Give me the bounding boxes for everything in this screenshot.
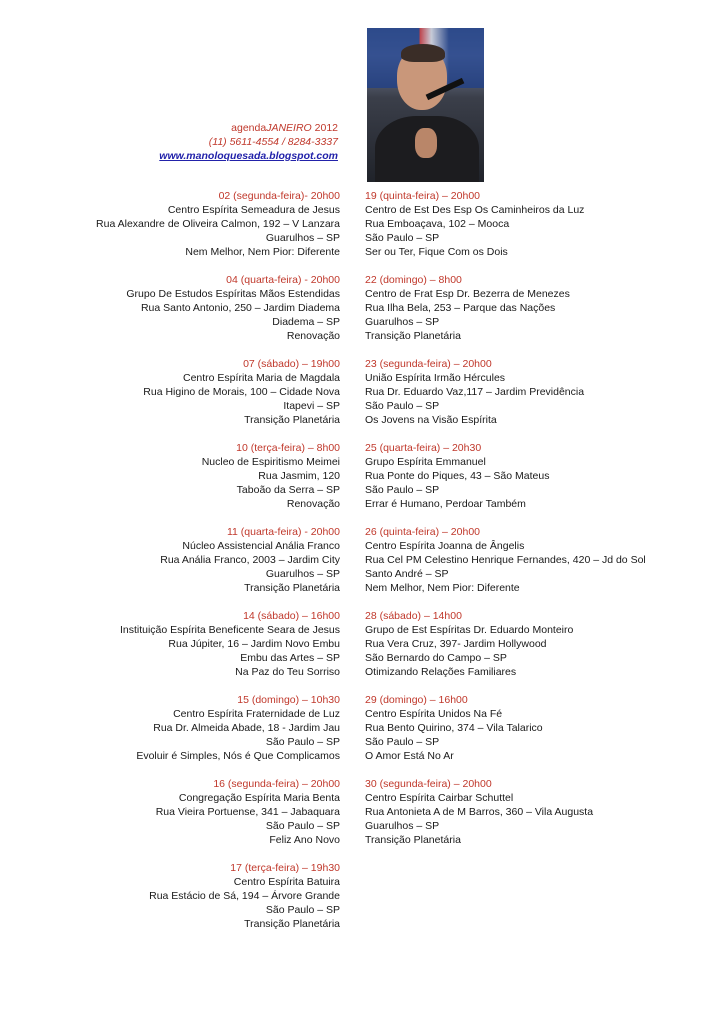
event-theme: Transição Planetária [365, 834, 461, 846]
event-entry [60, 273, 340, 357]
event-place: Centro Espírita Joanna de Ângelis [365, 540, 525, 552]
event-city: São Paulo – SP [265, 736, 340, 748]
event-date: 29 (domingo) – 16h00 [365, 694, 468, 706]
event-address: Rua Dr. Eduardo Vaz,117 – Jardim Previdência [365, 386, 585, 398]
event-entry [365, 357, 695, 441]
event-theme: Transição Planetária [244, 918, 340, 930]
event-theme: Os Jovens na Visão Espírita [365, 414, 497, 426]
event-address: Rua Jasmim, 120 [258, 470, 340, 482]
event-city: Guarulhos – SP [265, 232, 340, 244]
event-theme: Otimizando Relações Familiares [365, 666, 517, 678]
event-theme: Na Paz do Teu Sorriso [235, 666, 340, 678]
event-date: 17 (terça-feira) – 19h30 [230, 862, 340, 874]
event-city: São Paulo – SP [265, 904, 340, 916]
event-address: Rua Vera Cruz, 397- Jardim Hollywood [365, 638, 547, 650]
event-address: Rua Antonieta A de M Barros, 360 – Vila Augusta [365, 806, 594, 818]
event-place: Centro de Frat Esp Dr. Bezerra de Menezes [365, 288, 570, 300]
event-theme: Renovação [286, 330, 340, 342]
event-city: São Paulo – SP [365, 736, 440, 748]
event-place: Grupo De Estudos Espíritas Mãos Estendidas [126, 288, 340, 300]
right-column-events [365, 189, 695, 861]
event-entry [365, 525, 695, 609]
event-city: Santo André – SP [365, 568, 449, 580]
event-entry [365, 777, 695, 861]
event-city: São Bernardo do Campo – SP [365, 652, 507, 664]
event-date: 11 (quarta-feira) - 20h00 [226, 526, 340, 538]
event-place: União Espírita Irmão Hércules [365, 372, 506, 384]
event-place: Nucleo de Espiritismo Meimei [201, 456, 340, 468]
event-entry [60, 189, 340, 273]
event-place: Centro Espírita Semeadura de Jesus [167, 204, 340, 216]
event-city: Guarulhos – SP [365, 316, 440, 328]
event-entry [60, 441, 340, 525]
event-city: Taboão da Serra – SP [236, 484, 340, 496]
event-theme: Errar é Humano, Perdoar Também [365, 498, 526, 510]
event-place: Centro Espírita Cairbar Schuttel [365, 792, 514, 804]
event-city: Diadema – SP [272, 316, 340, 328]
event-place: Centro Espírita Fraternidade de Luz [173, 708, 340, 720]
event-date: 25 (quarta-feira) – 20h30 [365, 442, 482, 454]
event-place: Grupo de Est Espíritas Dr. Eduardo Monteiro [365, 624, 574, 636]
event-city: Itapevi – SP [283, 400, 340, 412]
event-date: 19 (quinta-feira) – 20h00 [365, 190, 480, 202]
event-entry [365, 189, 695, 273]
event-city: São Paulo – SP [365, 232, 440, 244]
event-address: Rua Santo Antonio, 250 – Jardim Diadema [140, 302, 340, 314]
event-place: Núcleo Assistencial Anália Franco [182, 540, 340, 552]
event-date: 22 (domingo) – 8h00 [365, 274, 462, 286]
event-address: Rua Emboaçava, 102 – Mooca [365, 218, 510, 230]
event-date: 04 (quarta-feira) - 20h00 [226, 274, 340, 286]
event-date: 14 (sábado) – 16h00 [243, 610, 340, 622]
event-city: São Paulo – SP [365, 484, 440, 496]
event-address: Rua Estácio de Sá, 194 – Árvore Grande [149, 890, 340, 902]
event-entry [60, 861, 340, 945]
event-city: Guarulhos – SP [365, 820, 440, 832]
agenda-title: agendaJANEIRO 2012 [231, 122, 338, 134]
event-address: Rua Alexandre de Oliveira Calmon, 192 – V Lanzara [96, 218, 340, 230]
event-theme: Transição Planetária [365, 330, 461, 342]
blog-link[interactable]: www.manoloquesada.blogspot.com [159, 150, 338, 162]
event-address: Rua Ilha Bela, 253 – Parque das Nações [365, 302, 556, 314]
event-date: 23 (segunda-feira) – 20h00 [365, 358, 492, 370]
event-place: Centro de Est Des Esp Os Caminheiros da Luz [365, 204, 585, 216]
event-place: Centro Espírita Unidos Na Fé [365, 708, 503, 720]
event-address: Rua Vieira Portuense, 341 – Jabaquara [155, 806, 340, 818]
event-entry [365, 273, 695, 357]
event-address: Rua Cel PM Celestino Henrique Fernandes, 420 – Jd do Sol [365, 554, 646, 566]
event-date: 10 (terça-feira) – 8h00 [236, 442, 340, 454]
phone-numbers: (11) 5611-4554 / 8284-3337 [208, 136, 338, 148]
event-entry [60, 693, 340, 777]
event-theme: O Amor Está No Ar [365, 750, 454, 762]
event-date: 07 (sábado) – 19h00 [243, 358, 340, 370]
event-theme: Ser ou Ter, Fique Com os Dois [365, 246, 508, 258]
agenda-header [159, 121, 338, 163]
event-city: Guarulhos – SP [265, 568, 340, 580]
event-entry [60, 525, 340, 609]
event-address: Rua Dr. Almeida Abade, 18 - Jardim Jau [153, 722, 340, 734]
event-entry [60, 777, 340, 861]
event-address: Rua Ponte do Piques, 43 – São Mateus [365, 470, 550, 482]
event-theme: Renovação [286, 498, 340, 510]
speaker-hair [401, 44, 445, 62]
event-city: São Paulo – SP [265, 820, 340, 832]
event-address: Rua Anália Franco, 2003 – Jardim City [160, 554, 340, 566]
event-entry [365, 609, 695, 693]
event-place: Congregação Espírita Maria Benta [178, 792, 340, 804]
event-entry [365, 693, 695, 777]
event-theme: Transição Planetária [244, 414, 340, 426]
event-place: Instituição Espírita Beneficente Seara de Jesus [119, 624, 340, 636]
event-theme: Nem Melhor, Nem Pior: Diferente [365, 582, 520, 594]
event-entry [60, 357, 340, 441]
event-address: Rua Higino de Morais, 100 – Cidade Nova [143, 386, 340, 398]
event-address: Rua Bento Quirino, 374 – Vila Talarico [365, 722, 543, 734]
event-address: Rua Júpiter, 16 – Jardim Novo Embu [168, 638, 340, 650]
event-date: 16 (segunda-feira) – 20h00 [213, 778, 340, 790]
event-theme: Feliz Ano Novo [269, 834, 340, 846]
event-theme: Nem Melhor, Nem Pior: Diferente [185, 246, 340, 258]
event-city: São Paulo – SP [365, 400, 440, 412]
speaker-hand [415, 128, 437, 158]
event-place: Centro Espírita Batuira [233, 876, 340, 888]
event-date: 26 (quinta-feira) – 20h00 [365, 526, 480, 538]
left-column-events [60, 189, 340, 945]
event-date: 28 (sábado) – 14h00 [365, 610, 462, 622]
event-place: Grupo Espírita Emmanuel [365, 456, 486, 468]
event-entry [60, 609, 340, 693]
event-date: 30 (segunda-feira) – 20h00 [365, 778, 492, 790]
event-theme: Evoluir é Simples, Nós é Que Complicamos [136, 750, 340, 762]
event-city: Embu das Artes – SP [240, 652, 340, 664]
event-entry [365, 441, 695, 525]
speaker-photo [367, 28, 484, 182]
event-place: Centro Espírita Maria de Magdala [183, 372, 340, 384]
event-date: 15 (domingo) – 10h30 [237, 694, 340, 706]
event-date: 02 (segunda-feira)- 20h00 [218, 190, 340, 202]
event-theme: Transição Planetária [244, 582, 340, 594]
